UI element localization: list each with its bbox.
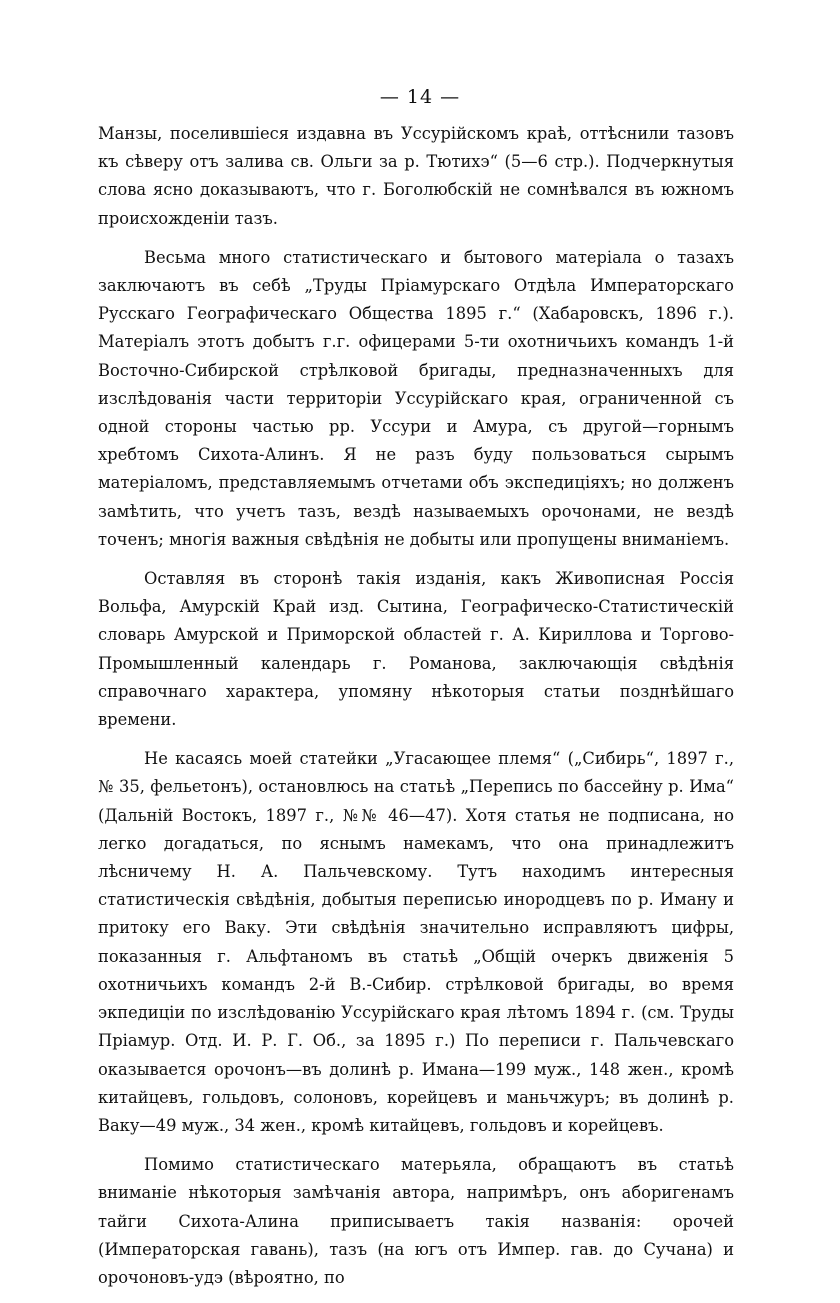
paragraph-continuation: Манзы, поселившіеся издавна въ Уссурійскомъ краѣ, оттѣснили тазовъ къ сѣверу отъ залива св. Ольги за р. Тютихэ“ (5—6 стр.). Подчеркнутыя слова ясно доказываютъ, что г. Боголюбскій не сомнѣвался въ южномъ происхожденіи тазъ. [98,124,734,228]
paragraph-statistics: Весьма много статистическаго и бытового матеріала о тазахъ заключаютъ въ себѣ „Труды Пріамурскаго Отдѣла Императорскаго Русскаго Географическаго Общества 1895 г.“ (Хабаровскъ, 1896 г.). Матеріалъ этотъ добытъ г.г. офицерами 5-ти охотничьихъ командъ 1-й Восточно-Сибирской стрѣлковой бригады, предназначенныхъ для изслѣдованія части территоріи Уссурійскаго края, ограниченной съ одной стороны частью рр. Уссури и Амура, съ другой—горнымъ хребтомъ Сихота-Алинъ. Я не разъ буду пользоваться сырымъ матеріаломъ, представляемымъ отчетами объ экспедиціяхъ; но долженъ замѣтить, что учетъ тазъ, вездѣ называемыхъ орочонами, не вездѣ точенъ; многія важныя свѣдѣнія не добыты или пропущены вниманіемъ. [98,247,734,549]
paragraph-publications: Оставляя въ сторонѣ такія изданія, какъ Живописная Россія Вольфа, Амурскій Край изд. Сытина, Географическо-Статистическій словарь Амурской и Приморской областей г. А. Кириллова и Торгово-Промышленный календарь г. Романова, заключающія свѣдѣнія справочнаго характера, упомяну нѣкоторыя статьи позднѣйшаго времени. [98,569,734,730]
page-number: — 14 — [379,86,461,108]
paragraph-census: Не касаясь моей статейки „Угасающее племя“ („Сибирь“, 1897 г., № 35, фельетонъ), остановлюсь на статьѣ „Перепись по бассейну р. Има“ (Дальній Востокъ, 1897 г., №№ 46—47). Хотя статья не подписана, но легко догадаться, по яснымъ намекамъ, что она принадлежитъ лѣсничему Н. А. Пальчевскому. Тутъ находимъ интересныя статистическія свѣдѣнія, добытыя переписью инородцевъ по р. Иману и притоку его Ваку. Эти свѣдѣнія значительно исправляютъ цифры, показанныя г. Альфтаномъ въ статьѣ „Общій очеркъ движенія 5 охотничьихъ командъ 2-й В.-Сибир. стрѣлковой бригады, во время экпедиціи по изслѣдованію Уссурійскаго края лѣтомъ 1894 г. (см. Труды Пріамур. Отд. И. Р. Г. Об., за 1895 г.) По переписи г. Пальчевскаго оказывается орочонъ—въ долинѣ р. Имана—199 муж., 148 жен., кромѣ китайцевъ, гольдовъ, солоновъ, корейцевъ и маньчжуръ; въ долинѣ р. Ваку—49 муж., 34 жен., кромѣ китайцевъ, гольдовъ и корейцевъ. [98,749,734,1135]
paragraph-remarks: Помимо статистическаго матерьяла, обращаютъ въ статьѣ вниманіе нѣкоторыя замѣчанія автора, напримѣръ, онъ аборигенамъ тайги Сихота-Алина приписываетъ такія названія: орочей (Императорская гавань), тазъ (на югъ отъ Импер. гав. до Сучана) и орочоновъ-удэ (вѣроятно, по [98,1155,734,1287]
body-text [98,120,734,1303]
